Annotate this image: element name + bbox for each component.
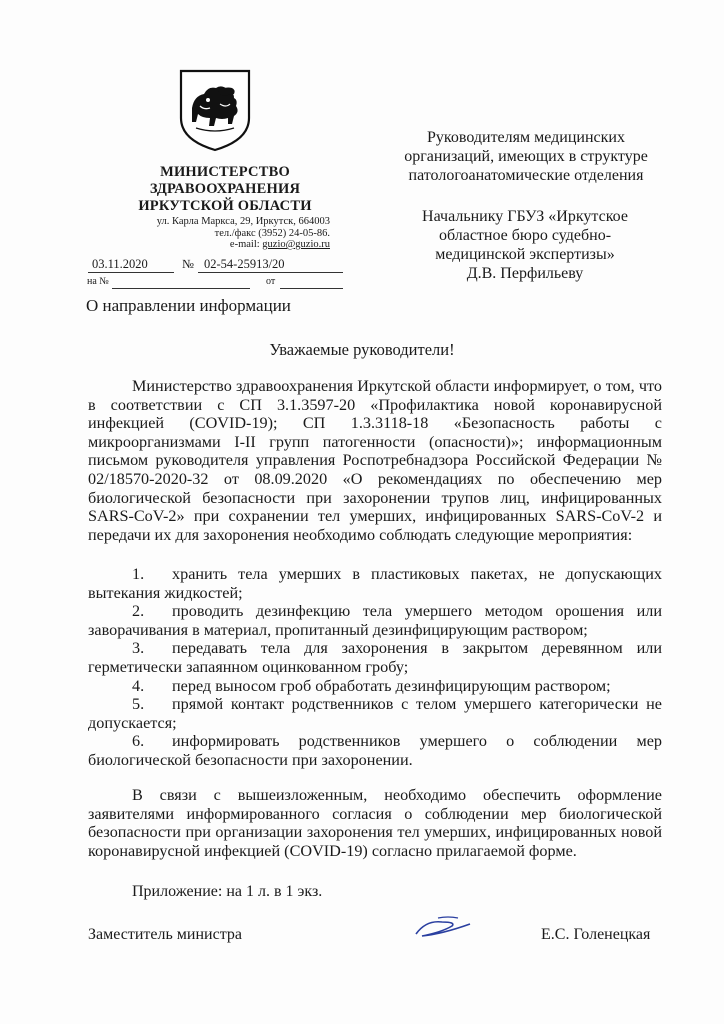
ministry-line: ЗДРАВООХРАНЕНИЯ [149,181,301,197]
signature-icon [412,912,476,942]
list-item [88,677,662,696]
list-item [88,695,662,732]
addressee-line: патологоанатомические отделения [408,167,644,184]
list-item-number: 5. [132,695,145,714]
list-item-text: проводить дезинфекцию тела умершего методом орошения или заворачивания в материал, пропитанный дезинфицирующим раствором; [88,602,662,639]
phone-fax: тел./факс (3952) 24-05-86. [214,227,330,239]
signer-name: Е.С. Голенецкая [541,926,651,943]
measures-list [88,565,662,770]
email-line [110,239,330,251]
appendix-note: Приложение: на 1 л. в 1 экз. [132,883,323,900]
list-item [88,732,662,769]
list-item [88,602,662,639]
list-item-text: перед выносом гроб обработать дезинфицирующим раствором; [172,676,611,695]
addressee-line: медицинской экспертизы» [435,246,615,263]
email-link[interactable]: guzio@guzio.ru [262,239,330,250]
list-item [88,565,662,602]
list-item-text: информировать родственников умершего о соблюдении мер биологической безопасности при захоронении. [88,732,662,769]
ministry-contacts [110,216,330,251]
addressee-line: областное бюро судебно- [438,227,612,244]
ministry-line: МИНИСТЕРСТВО [160,164,290,180]
signer-role: Заместитель министра [88,926,242,943]
main-paragraph: Министерство здравоохранения Иркутской области информирует, о том, что в соответствии с СП 3.1.3597-20 «Профилактика новой коронавирусной инфекцией (COVID-19); СП 1.3.3118-18 «Безопасность работы с микроорганизмами I-II групп патогенности (опасности)»; информационным письмом руководителя управления Роспотребнадзора Российской Федерации № 02/18570-2020-32 от 08.09.2020 «О рекомендациях по обеспечению мер биологической безопасности при захоронении трупов лиц, инфицированных SARS-CoV-2» при сохранении тел умерших, инфицированных SARS-CoV-2 и передачи их для захоронения необходимо соблюдать следующие мероприятия: [88,377,662,544]
list-item [88,639,662,676]
ministry-line: ИРКУТСКОЙ ОБЛАСТИ [138,198,312,214]
list-item-number: 1. [132,565,145,583]
addressee-line: Руководителям медицинских [427,129,625,146]
list-item-number: 6. [132,732,145,751]
list-item-text: хранить тела умерших в пластиковых пакетах, не допускающих вытекания жидкостей; [88,565,662,602]
letter-subject: О направлении информации [86,296,291,315]
registration-number: 02-54-25913/20 [204,257,285,271]
reference-date-underline [280,288,343,289]
list-item-text: прямой контакт родственников с телом умершего категорически не допускается; [88,695,662,732]
registration-date: 03.11.2020 [92,257,148,271]
date-underline [88,272,174,273]
list-item-number: 3. [132,639,145,658]
addressee-line: Д.В. Перфильеву [466,265,584,282]
addressee-medical-organizations [378,128,674,185]
email-label: e-mail: [229,239,263,250]
list-item-text: передавать тела для захоронения в закрытом деревянном или герметически запаянном оцинкованном гробу; [88,639,662,676]
list-item-number: 4. [132,676,145,695]
reference-number-underline [112,288,250,289]
list-item-number: 2. [132,602,145,621]
salutation: Уважаемые руководители! [269,340,455,359]
reference-date-label: от [266,276,276,287]
reference-number-label: на № [87,276,109,287]
conclusion-paragraph: В связи с вышеизложенным, необходимо обеспечить оформление заявителями информированного согласия о соблюдении мер биологической безопасности при организации захоронения тел умерших, инфицированных новой коронавирусной инфекцией (COVID-19) согласно прилагаемой форме. [88,786,662,860]
registration-number-label: № [182,257,194,271]
street-address: ул. Карла Маркса, 29, Иркутск, 664003 [156,216,330,227]
addressee-forensic-bureau [390,207,660,283]
coat-of-arms-icon [178,68,252,152]
addressee-line: организаций, имеющих в структуре [404,148,648,165]
addressee-line: Начальнику ГБУЗ «Иркутское [422,208,628,225]
ministry-name [120,164,330,215]
number-underline [198,272,343,273]
